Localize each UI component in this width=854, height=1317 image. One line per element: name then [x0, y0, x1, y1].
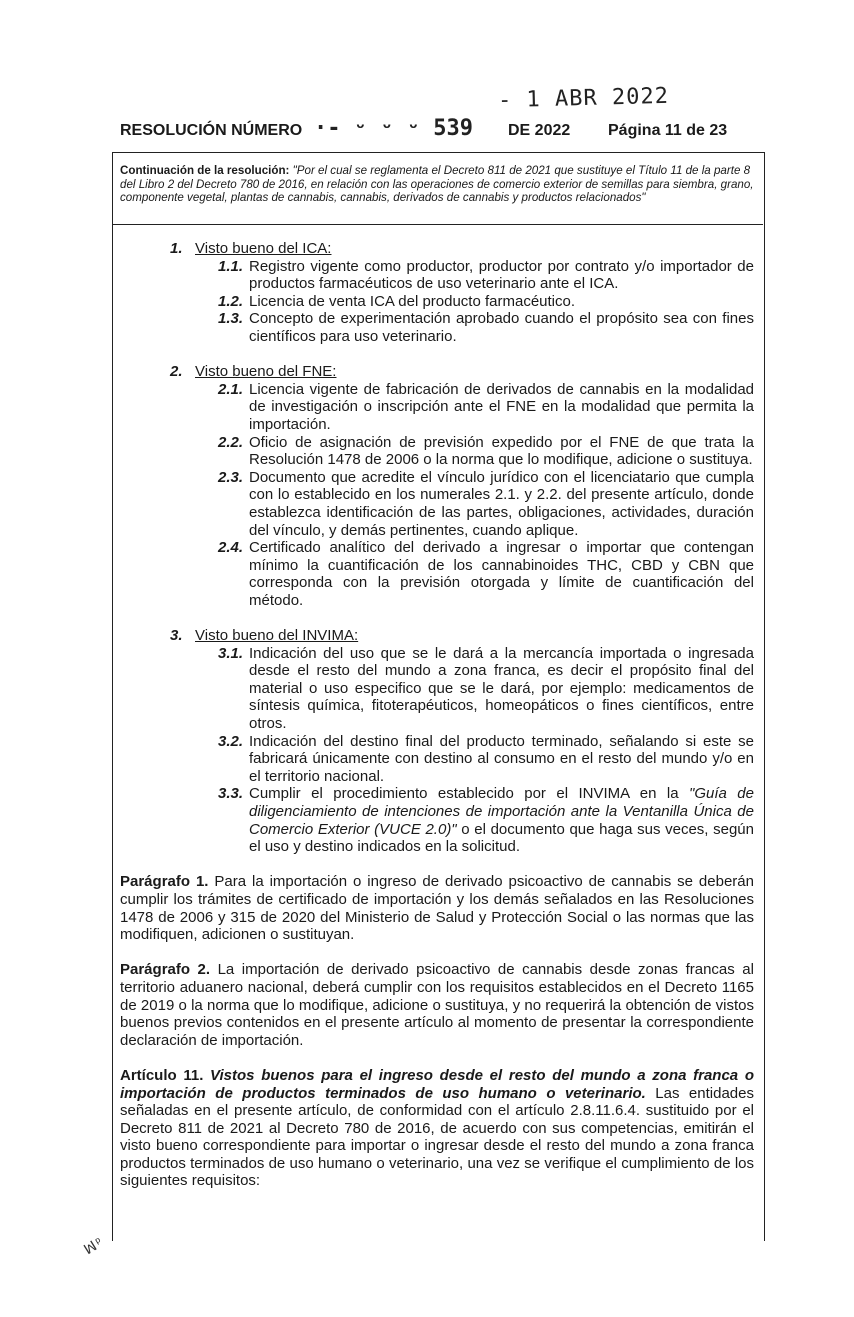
item-number: 2.3.: [218, 468, 244, 486]
item-text: Licencia vigente de fabricación de derivados de cannabis en la modalidad de investigación o inscripción ante el FNE en la modalidad que permita la importación.: [249, 380, 754, 433]
item-text: Certificado analítico del derivado a ingresar o importar que contengan mínimo la cuantificación de los cannabinoides THC, CBD y CBN que corresponda con la previsión otorgada y límite de cuantificación del método.: [249, 539, 754, 609]
item-text: Cumplir el procedimiento establecido por el INVIMA en la: [249, 785, 690, 803]
item-number: 3.1.: [218, 644, 244, 662]
list-item: [120, 310, 754, 345]
list-item: [120, 434, 754, 469]
paragrafo-2: [120, 961, 754, 1049]
list-item: [120, 258, 754, 293]
document-body: [120, 240, 754, 1190]
section-fne: [120, 363, 754, 381]
continuation-label: Continuación de la resolución:: [120, 164, 290, 177]
page-number: Página 11 de 23: [608, 122, 728, 139]
item-text: Licencia de venta ICA del producto farmacéutico.: [249, 292, 576, 310]
item-number: 2.2.: [218, 433, 244, 451]
resolution-number-stamp: ·- ᵕ ᵕ ᵕ 539: [314, 116, 473, 141]
articulo-11: [120, 1067, 754, 1190]
item-number: 1.1.: [218, 257, 244, 275]
continuation-note: [120, 164, 754, 205]
continuation-divider: [112, 224, 763, 225]
item-number: 3.3.: [218, 785, 244, 803]
section-number: 3.: [170, 627, 183, 645]
item-text: Registro vigente como productor, productor por contrato y/o importador de productos farmacéuticos de uso veterinario ante el ICA.: [249, 257, 754, 293]
paragrafo-label: Parágrafo 2.: [120, 961, 211, 979]
item-text-italic: "Guía de diligenciamiento de intenciones de importación ante la Ventanilla Única de Comercio Exterior (VUCE 2.0)": [249, 785, 754, 838]
resolution-number-label: RESOLUCIÓN NÚMERO: [120, 122, 303, 139]
item-number: 2.1.: [218, 380, 244, 398]
received-date-stamp: - 1 ABR 2022: [497, 83, 670, 114]
articulo-title: Vistos buenos para el ingreso desde el resto del mundo a zona franca o importación de productos terminados de uso humano o veterinario.: [120, 1066, 754, 1102]
list-item: [120, 733, 754, 786]
section-ica: [120, 240, 754, 258]
list-item: [120, 645, 754, 733]
list-item: [120, 293, 754, 311]
section-title: Visto bueno del INVIMA:: [195, 627, 359, 645]
section-number: 2.: [170, 363, 183, 381]
list-item: [120, 381, 754, 434]
list-item: [120, 469, 754, 539]
item-text: Indicación del destino final del producto terminado, señalando si este se fabricará únicamente con destino al consumo en el resto del mundo y/o en el territorio nacional.: [249, 732, 754, 785]
paragrafo-text: La importación de derivado psicoactivo de cannabis desde zonas francas al territorio aduanero nacional, deberá cumplir con los requisitos establecidos en el Decreto 1165 de 2019 o la norma que lo modifique, adicione o sustituya, y no requerirá la obtención de vistos buenos previos contenidos en el presente artículo al momento de presentar la correspondiente declaración de importación.: [120, 961, 754, 1049]
section-title: Visto bueno del FNE:: [195, 363, 337, 381]
item-text: Indicación del uso que se le dará a la mercancía importada o ingresada desde el resto del mundo a zona franca, es decir el propósito final del material o uso especifico que se le dará, por ejemplo: medicamentos de síntesis química, fitoterapéuticos, homeopáticos o fines científicos, entre otros.: [249, 644, 754, 733]
articulo-text: Las entidades señaladas en el presente artículo, de conformidad con el artículo 2.8.11.6.4. sustituido por el Decreto 811 de 2021 al Decreto 780 de 2016, de acuerdo con sus competencias, emitirán el visto bueno correspondiente para importar o ingresar desde el resto del mundo a zona franca productos terminados de uso humano o veterinario, una vez se verifique el cumplimiento de los siguientes requisitos:: [120, 1084, 754, 1190]
item-text: o el documento que haga sus veces, según el uso y destino indicados en la solicitud.: [249, 820, 754, 856]
handwritten-initials: ꟽᵖ: [81, 1233, 108, 1259]
item-number: 2.4.: [218, 539, 244, 557]
item-number: 1.3.: [218, 310, 244, 328]
item-number: 3.2.: [218, 732, 244, 750]
section-number: 1.: [170, 240, 183, 257]
item-text: Documento que acredite el vínculo jurídico con el licenciatario que cumpla con lo establecido en los numerales 2.1. y 2.2. del presente artículo, donde establezca identificación de las partes, obligaciones, actividades, duración del vínculo, y demás pertinentes, cuando aplique.: [249, 468, 754, 539]
section-invima: [120, 627, 754, 645]
item-number: 1.2.: [218, 292, 244, 310]
paragrafo-1: [120, 873, 754, 943]
list-item: [120, 785, 754, 855]
resolution-year: DE 2022: [508, 122, 571, 139]
document-header: [120, 116, 760, 146]
list-item: [120, 539, 754, 609]
section-title: Visto bueno del ICA:: [195, 240, 332, 257]
articulo-label: Artículo 11.: [120, 1066, 204, 1084]
item-text: Concepto de experimentación aprobado cuando el propósito sea con fines científicos para uso veterinario.: [249, 310, 754, 345]
item-text: Oficio de asignación de previsión expedido por el FNE de que trata la Resolución 1478 de 2006 o la norma que lo modifique, adicione o sustituya.: [249, 433, 754, 469]
paragrafo-text: Para la importación o ingreso de derivado psicoactivo de cannabis se deberán cumplir los trámites de certificado de importación y los demás señalados en las Resoluciones 1478 de 2006 y 315 de 2020 del Ministerio de Salud y Protección Social o las normas que las modifiquen, adicionen o sustituyan.: [120, 873, 754, 944]
continuation-text: "Por el cual se reglamenta el Decreto 811 de 2021 que sustituye el Título 11 de la parte 8 del Libro 2 del Decreto 780 de 2016, en relación con las operaciones de comercio exterior de semillas para siembra, grano, componente vegetal, plantas de cannabis, cannabis, derivados de cannabis y productos relacionados": [120, 164, 754, 204]
paragrafo-label: Parágrafo 1.: [120, 873, 209, 891]
